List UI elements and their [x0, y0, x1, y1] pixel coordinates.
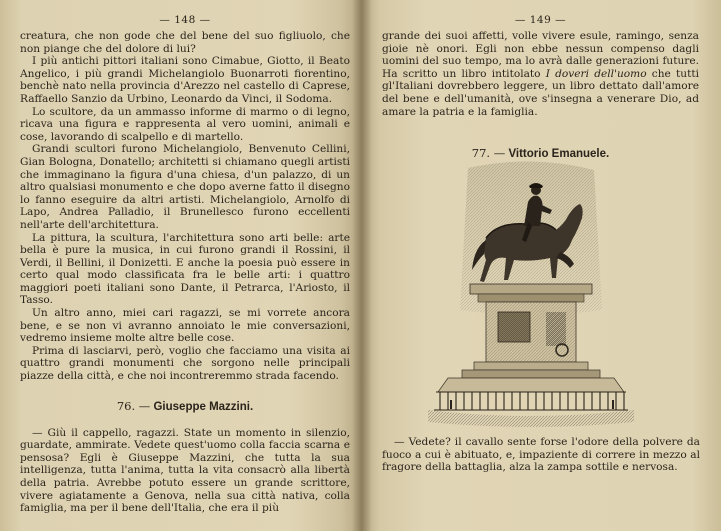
page-number-right: — 149 — — [514, 14, 567, 26]
paragraph: Lo scultore, da un ammasso informe di marmo o di legno, ricava una figura e rappresenta al vero uomini, animali e cose, lavorando di scalpello e di martello. — [20, 105, 350, 143]
paragraph: La pittura, la scultura, l'architettura sono arti belle: arte bella è pure la musica, in cui furono grandi il Rossini, il Verdi, il Bellini, il Donizetti. E anche la poesia può essere in certo qual modo classificata fra le belle arti: i quattro maggiori poeti italiani sono Dante, il Petrarca, l'Ariosto, il Tasso. — [20, 231, 350, 307]
equestrian-statue-icon — [428, 160, 634, 430]
paragraph: — Giù il cappello, ragazzi. State un momento in silenzio, guardate, ammirate. Vedete quest'uomo colla faccia scarna e pensosa? Egli è Giuseppe Mazzini, che tutta la sua intelligenza, tutta l'anima, tutta la vita consacrò alla libertà della patria. Avrebbe potuto essere un grande scrittore, vivere agiatamente a Genova, nella sua città nativa, colla famiglia, ma per il bene dell'Italia, che era il più — [20, 426, 350, 515]
section-number: 76. — — [116, 398, 151, 413]
paragraph: Prima di lasciarvi, però, voglio che facciamo una visita ai quattro grandi monumenti che sorgono nelle principali piazze della città, e che noi incontreremmo strada facendo. — [20, 344, 350, 383]
equestrian-statue-engraving — [428, 160, 634, 430]
paragraph: Grandi scultori furono Michelangiolo, Benvenuto Cellini, Gian Bologna, Donatello; architetti si chiamano quegli artisti che immaginano la figura d'una chiesa, d'un palazzo, di un altro qualsiasi monumento e che dopo averne fatto il disegno lo fanno eseguire da altri artisti. Michelangiolo, Arnolfo di Lapo, Andrea Palladio, il Brunellesco furono eccellenti nell'arte dell'architettura. — [20, 143, 350, 231]
paragraph: I più antichi pittori italiani sono Cimabue, Giotto, il Beato Angelico, i più grandi Michelangiolo Buonarroti fiorentino, benchè nato nella provincia d'Arezzo nel castello di Caprese, Raffaello Sanzio da Urbino, Leonardo da Vinci, il Sodoma. — [20, 55, 350, 105]
intro-text: grande dei suoi affetti, volle vivere esule, ramingo, senza gioie nè onori. Egli non ebbe nessun compenso dagli uomini del suo tempo, ma lo avrà dalle generazioni future. Ha scritto un libro intitolato — [382, 30, 699, 80]
closing-text-block — [382, 436, 700, 474]
paragraph: — Vedete? il cavallo sente forse l'odore della polvere da fuoco a cui è abituato, e, impaziente di correre in mezzo al fragore della battaglia, alza la zampa sottile e nervosa. — [382, 436, 700, 474]
section-title: Vittorio Emanuele. — [508, 148, 610, 161]
section-number: 77. — — [471, 146, 506, 161]
book-title: I doveri dell'uomo — [545, 67, 647, 80]
paragraph: creatura, che non gode che del bene del suo figliuolo, che non piange che del dolore di lui? — [20, 30, 350, 55]
paragraph: Un altro anno, miei cari ragazzi, se mi vorrete ancora bene, e se non vi avranno annoiato le mie conversazioni, vedremo insieme molte altre belle cose. — [20, 307, 350, 345]
intro-text-end: che tutti gl'Italiani dovrebbero leggere, un libro dettato dall'amore del bene e dell'umanità, ove s'insegna a venerare Dio, ad amare la patria e la famiglia. — [382, 67, 699, 118]
paragraph — [382, 30, 699, 118]
page-number-left: — 148 — — [159, 14, 211, 26]
section-heading-vittorio-emanuele — [382, 146, 699, 160]
section-title: Giuseppe Mazzini. — [153, 400, 254, 413]
right-page — [362, 0, 721, 531]
book-gutter — [352, 0, 372, 531]
section-heading-mazzini — [20, 399, 350, 413]
